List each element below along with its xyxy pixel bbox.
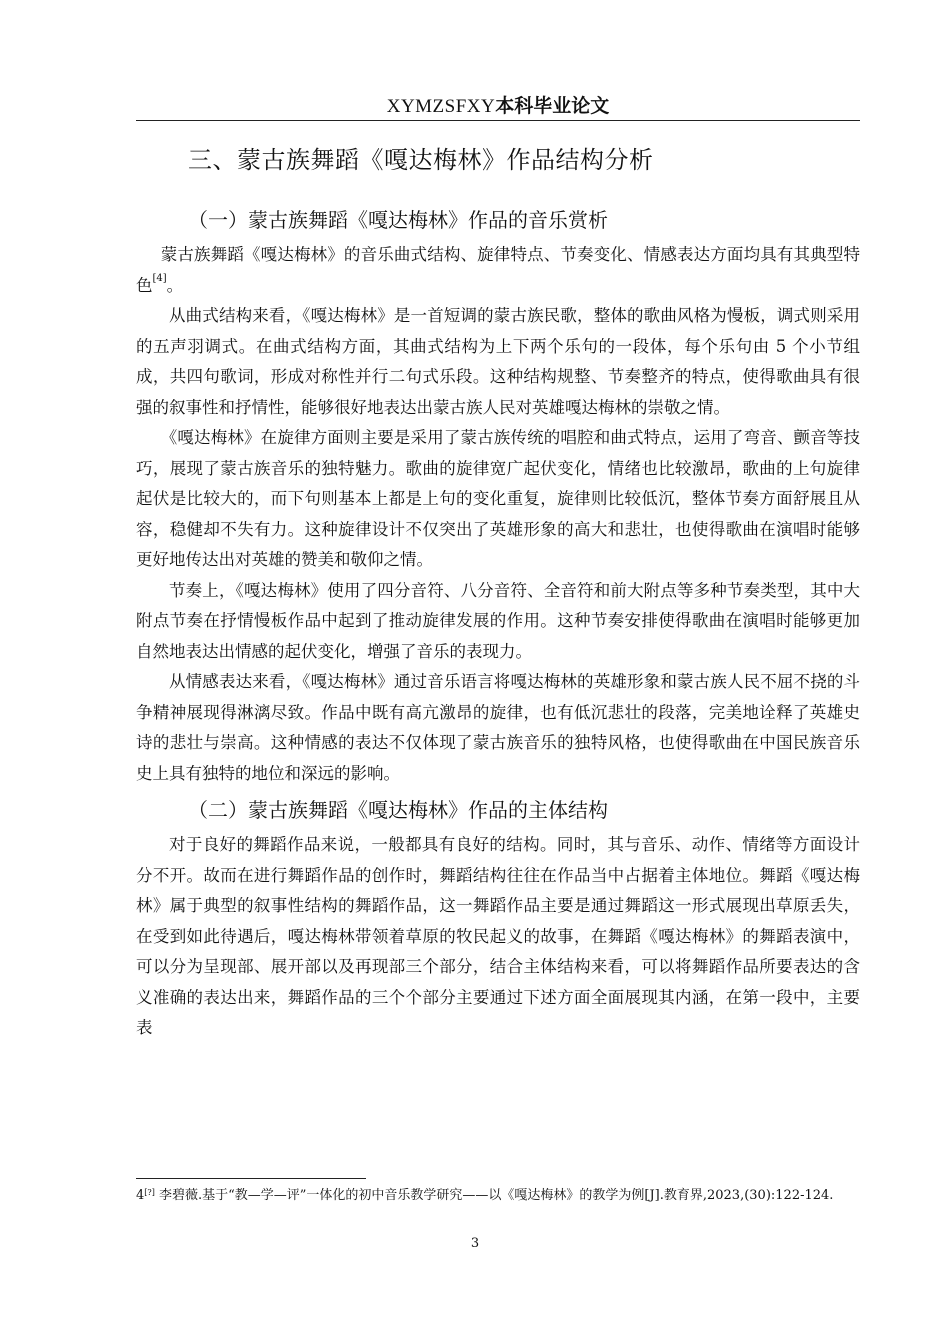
paragraph-intro [136, 240, 860, 301]
paragraph-melody: 《嘎达梅林》在旋律方面则主要是采用了蒙古族传统的唱腔和曲式特点，运用了弯音、颤音等技巧，展现了蒙古族音乐的独特魅力。歌曲的旋律宽广起伏变化，情绪也比较激昂，歌曲的上句旋律起伏是比较大的，而下句则基本上都是上句的变化重复，旋律则比较低沉，整体节奏方面舒展且从容，稳健却不失有力。这种旋律设计不仅突出了英雄形象的高大和悲壮，也使得歌曲在演唱时能够更好地传达出对英雄的赞美和敬仰之情。 [136, 428, 860, 569]
header-school-code: XYMZSFXY [386, 96, 496, 117]
footnote [136, 1185, 860, 1207]
citation-ref: [4] [152, 272, 167, 284]
page-number: 3 [470, 1236, 480, 1251]
footnote-text: 李碧薇.基于“教—学—评”一体化的初中音乐教学研究——以《嘎达梅林》的教学为例[J].教育界,2023,(30):122-124. [154, 1188, 834, 1203]
paragraph-rhythm: 节奏上，《嘎达梅林》使用了四分音符、八分音符、全音符和前大附点等多种节奏类型，其中大附点节奏在抒情慢板作品中起到了推动旋律发展的作用。这种节奏安排使得歌曲在演唱时能够更加自然地表达出情感的起伏变化，增强了音乐的表现力。 [136, 580, 860, 661]
paragraph-intro-text: 蒙古族舞蹈《嘎达梅林》的音乐曲式结构、旋律特点、节奏变化、情感表达方面均具有其典型特色 [136, 245, 860, 295]
subsection-title-2: （二）蒙古族舞蹈《嘎达梅林》作品的主体结构 [188, 798, 608, 822]
subsection-title-1: （一）蒙古族舞蹈《嘎达梅林》作品的音乐赏析 [188, 208, 608, 232]
footnote-number: 4 [136, 1188, 145, 1203]
paragraph-emotion: 从情感表达来看，《嘎达梅林》通过音乐语言将嘎达梅林的英雄形象和蒙古族人民不屈不挠的斗争精神展现得淋漓尽致。作品中既有高亢激昂的旋律，也有低沉悲壮的段落，完美地诠释了英雄史诗的悲壮与崇高。这种情感的表达不仅体现了蒙古族音乐的独特风格，也使得歌曲在中国民族音乐史上具有独特的地位和深远的影响。 [136, 672, 860, 783]
paragraph-main-structure: 对于良好的舞蹈作品来说，一般都具有良好的结构。同时，其与音乐、动作、情绪等方面设计分不开。故而在进行舞蹈作品的创作时，舞蹈结构往往在作品当中占据着主体地位。舞蹈《嘎达梅林》属于典型的叙事性结构的舞蹈作品，这一舞蹈作品主要是通过舞蹈这一形式展现出草原丢失，在受到如此待遇后，嘎达梅林带领着草原的牧民起义的故事，在舞蹈《嘎达梅林》的舞蹈表演中，可以分为呈现部、展开部以及再现部三个部分，结合主体结构来看，可以将舞蹈作品所要表达的含义准确的表达出来，舞蹈作品的三个个部分主要通过下述方面全面展现其内涵，在第一段中，主要表 [136, 835, 860, 1037]
footnote-ref-marker: [?] [144, 1188, 155, 1197]
header-thesis-label: 本科毕业论文 [495, 95, 610, 117]
section-title: 三、蒙古族舞蹈《嘎达梅林》作品结构分析 [188, 146, 654, 174]
footnote-rule [136, 1178, 366, 1179]
paragraph-form-structure: 从曲式结构来看，《嘎达梅林》是一首短调的蒙古族民歌，整体的歌曲风格为慢板，调式则采用的五声羽调式。在曲式结构方面，其曲式结构为上下两个乐句的一段体，每个乐句由 5 个小节组成，共四句歌词，形成对称性并行二句式乐段。这种结构规整、节奏整齐的特点，使得歌曲具有很强的叙事性和抒情性，能够很好地表达出蒙古族人民对英雄嘎达梅林的崇敬之情。 [136, 306, 860, 417]
page-body [136, 140, 860, 1044]
paragraph-intro-end: 。 [166, 275, 184, 295]
running-header [136, 94, 860, 119]
header-rule [136, 120, 860, 121]
